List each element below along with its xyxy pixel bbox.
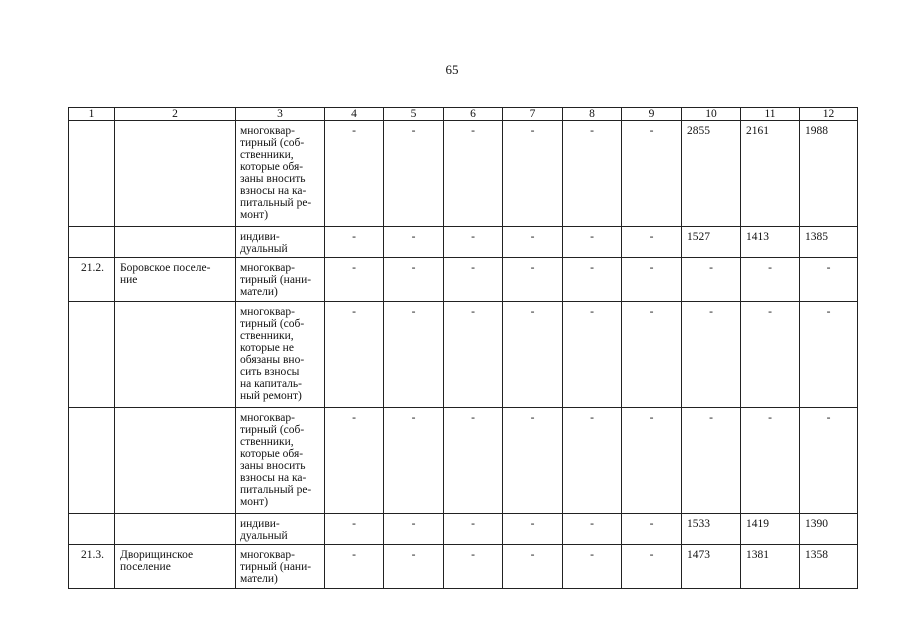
value-cell: -: [622, 121, 682, 227]
housing-type-cell: многоквар- тирный (соб- ственники, которые обя- заны вносить взносы на ка- питальный ре- монт): [236, 121, 325, 227]
housing-type-cell: индиви- дуальный: [236, 514, 325, 545]
header-cell: 4: [325, 108, 384, 121]
housing-type-cell: многоквар- тирный (нани- матели): [236, 545, 325, 589]
value-cell: -: [444, 302, 503, 408]
value-cell: -: [503, 514, 563, 545]
value-cell: -: [503, 227, 563, 258]
value-cell: -: [325, 258, 384, 302]
value-cell: -: [563, 408, 622, 514]
value-cell: 1473: [682, 545, 741, 589]
page-number: 65: [445, 62, 459, 77]
header-cell: 10: [682, 108, 741, 121]
value-cell: -: [384, 408, 444, 514]
table-row: [69, 408, 858, 514]
settlement-name-cell: Боровское поселе- ние: [115, 258, 236, 302]
value-cell: -: [444, 121, 503, 227]
value-cell: -: [622, 227, 682, 258]
value-cell: -: [444, 545, 503, 589]
value-cell: -: [503, 545, 563, 589]
value-cell: -: [503, 258, 563, 302]
value-cell: 1381: [741, 545, 800, 589]
value-cell: 1390: [800, 514, 858, 545]
row-number-cell: 21.3.: [69, 545, 115, 589]
settlement-name-cell: [115, 227, 236, 258]
value-cell: 1419: [741, 514, 800, 545]
housing-type-cell: многоквар- тирный (нани- матели): [236, 258, 325, 302]
header-cell: 3: [236, 108, 325, 121]
value-cell: -: [563, 121, 622, 227]
value-cell: -: [503, 408, 563, 514]
value-cell: 1533: [682, 514, 741, 545]
row-number-cell: [69, 121, 115, 227]
settlement-name-cell: [115, 121, 236, 227]
value-cell: -: [563, 514, 622, 545]
value-cell: -: [563, 227, 622, 258]
value-cell: -: [800, 408, 858, 514]
value-cell: -: [384, 514, 444, 545]
value-cell: -: [682, 258, 741, 302]
row-number-cell: [69, 514, 115, 545]
value-cell: -: [325, 408, 384, 514]
value-cell: 2855: [682, 121, 741, 227]
value-cell: -: [622, 408, 682, 514]
value-cell: -: [444, 227, 503, 258]
value-cell: -: [800, 258, 858, 302]
housing-type-cell: многоквар- тирный (соб- ственники, которые обя- заны вносить взносы на ка- питальный ре- монт): [236, 408, 325, 514]
value-cell: -: [444, 408, 503, 514]
value-cell: -: [622, 302, 682, 408]
table-row: [69, 514, 858, 545]
row-number-cell: [69, 408, 115, 514]
value-cell: 1358: [800, 545, 858, 589]
value-cell: 1413: [741, 227, 800, 258]
value-cell: -: [682, 408, 741, 514]
value-cell: -: [384, 121, 444, 227]
value-cell: 1988: [800, 121, 858, 227]
value-cell: -: [741, 258, 800, 302]
value-cell: -: [563, 258, 622, 302]
value-cell: -: [325, 227, 384, 258]
value-cell: -: [444, 258, 503, 302]
table-row: [69, 227, 858, 258]
value-cell: -: [325, 302, 384, 408]
value-cell: -: [800, 302, 858, 408]
header-cell: 7: [503, 108, 563, 121]
table-row: [69, 302, 858, 408]
settlement-name-cell: Дворищинское поселение: [115, 545, 236, 589]
value-cell: -: [384, 227, 444, 258]
value-cell: -: [325, 514, 384, 545]
value-cell: -: [503, 302, 563, 408]
value-cell: -: [622, 545, 682, 589]
header-cell: 2: [115, 108, 236, 121]
header-cell: 5: [384, 108, 444, 121]
value-cell: -: [384, 545, 444, 589]
value-cell: -: [384, 258, 444, 302]
tariff-table: [68, 107, 858, 589]
value-cell: -: [741, 408, 800, 514]
value-cell: -: [325, 545, 384, 589]
header-cell: 9: [622, 108, 682, 121]
header-row: [69, 108, 858, 121]
value-cell: 2161: [741, 121, 800, 227]
header-cell: 8: [563, 108, 622, 121]
value-cell: -: [622, 258, 682, 302]
value-cell: -: [682, 302, 741, 408]
value-cell: -: [622, 514, 682, 545]
value-cell: -: [741, 302, 800, 408]
row-number-cell: [69, 227, 115, 258]
value-cell: -: [563, 545, 622, 589]
table-row: [69, 258, 858, 302]
housing-type-cell: индиви- дуальный: [236, 227, 325, 258]
row-number-cell: [69, 302, 115, 408]
value-cell: -: [563, 302, 622, 408]
value-cell: -: [444, 514, 503, 545]
header-cell: 1: [69, 108, 115, 121]
settlement-name-cell: [115, 514, 236, 545]
header-cell: 11: [741, 108, 800, 121]
value-cell: -: [503, 121, 563, 227]
header-cell: 12: [800, 108, 858, 121]
table-row: [69, 121, 858, 227]
header-cell: 6: [444, 108, 503, 121]
row-number-cell: 21.2.: [69, 258, 115, 302]
value-cell: -: [384, 302, 444, 408]
settlement-name-cell: [115, 302, 236, 408]
settlement-name-cell: [115, 408, 236, 514]
housing-type-cell: многоквар- тирный (соб- ственники, которые не обязаны вно- сить взносы на капиталь- ный ремонт): [236, 302, 325, 408]
value-cell: -: [325, 121, 384, 227]
table-row: [69, 545, 858, 589]
value-cell: 1385: [800, 227, 858, 258]
value-cell: 1527: [682, 227, 741, 258]
